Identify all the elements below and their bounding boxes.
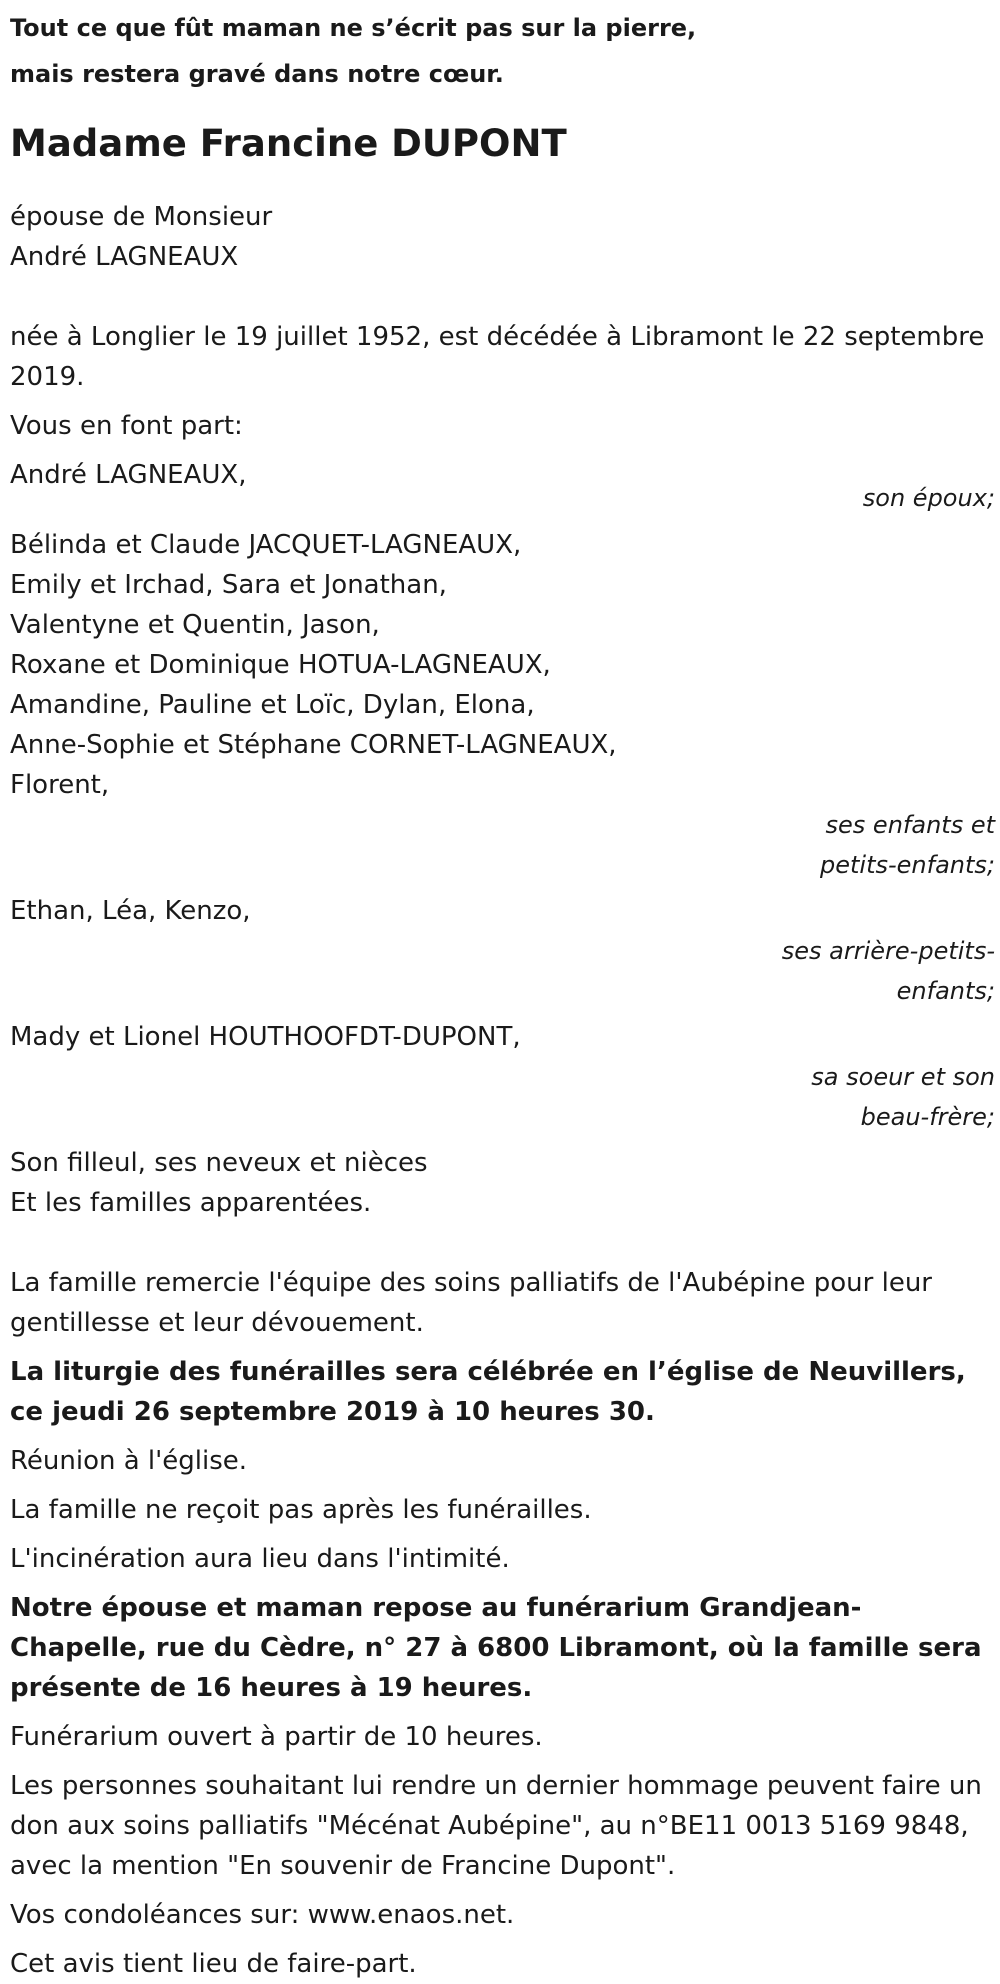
relative-group: [10, 455, 995, 518]
relative-name-line: Bélinda et Claude JACQUET-LAGNEAUX,: [10, 530, 522, 560]
relative-name-line: Roxane et Dominique HOTUA-LAGNEAUX,: [10, 650, 551, 680]
deceased-name: Madame Francine DUPONT: [10, 122, 567, 165]
condolences-text: Vos condoléances sur: www.enaos.net.: [10, 1900, 515, 1930]
no-reception-text: La famille ne reçoit pas après les funérailles.: [10, 1495, 592, 1525]
others-line-2: Et les familles apparentées.: [10, 1188, 372, 1218]
funeral-home-hours: Funérarium ouvert à partir de 10 heures.: [10, 1722, 543, 1752]
others-line-1: Son filleul, ses neveux et nièces: [10, 1148, 428, 1178]
relative-group: [10, 1017, 995, 1137]
relative-name-line: Mady et Lionel HOUTHOOFDT-DUPONT,: [10, 1022, 521, 1052]
liturgy-text: La liturgie des funérailles sera célébrée en l’église de Neuvillers, ce jeudi 26 septembre 2019 à 10 heures 30.: [10, 1357, 966, 1427]
donation-text: Les personnes souhaitant lui rendre un dernier hommage peuvent faire un don aux soins palliatifs "Mécénat Aubépine", au n°BE11 0013 5169 9848, avec la mention "En souvenir de Francine Dupont".: [10, 1771, 982, 1881]
relative-role: son époux;: [862, 484, 995, 512]
relative-role: ses enfants et petits-enfants;: [820, 811, 995, 879]
relative-name-line: Ethan, Léa, Kenzo,: [10, 896, 251, 926]
relative-name-line: Amandine, Pauline et Loïc, Dylan, Elona,: [10, 690, 535, 720]
obituary-page: [0, 5, 1000, 1979]
spouse-line-2: André LAGNEAUX: [10, 242, 239, 272]
epigraph: [10, 5, 995, 97]
relative-role: sa soeur et son beau-frère;: [811, 1063, 995, 1131]
spouse-line-1: épouse de Monsieur: [10, 202, 273, 232]
obituary-content: [10, 5, 995, 1984]
relative-role: ses arrière-petits-enfants;: [781, 937, 995, 1005]
relative-group: [10, 525, 995, 885]
meeting-text: Réunion à l'église.: [10, 1446, 248, 1476]
relatives-list: [10, 455, 995, 1137]
announcement-intro: Vous en font part:: [10, 411, 243, 441]
epigraph-line-2: mais restera gravé dans notre cœur.: [10, 60, 504, 88]
relative-name-line: Florent,: [10, 770, 110, 800]
epigraph-line-1: Tout ce que fût maman ne s’écrit pas sur la pierre,: [10, 14, 697, 42]
funeral-home-text: Notre épouse et maman repose au funérarium Grandjean-Chapelle, rue du Cèdre, n° 27 à 6800 Libramont, où la famille sera présente de 16 heures à 19 heures.: [10, 1593, 982, 1703]
relative-name-line: André LAGNEAUX,: [10, 460, 247, 490]
thanks-text: La famille remercie l'équipe des soins palliatifs de l'Aubépine pour leur gentillesse et leur dévouement.: [10, 1268, 932, 1338]
birth-death-text: née à Longlier le 19 juillet 1952, est décédée à Libramont le 22 septembre 2019.: [10, 322, 985, 392]
relative-name-line: Anne-Sophie et Stéphane CORNET-LAGNEAUX,: [10, 730, 617, 760]
closing-text: Cet avis tient lieu de faire-part.: [10, 1949, 417, 1979]
cremation-text: L'incinération aura lieu dans l'intimité.: [10, 1544, 510, 1574]
relative-group: [10, 891, 995, 1011]
relative-name-line: Emily et Irchad, Sara et Jonathan,: [10, 570, 447, 600]
relative-name-line: Valentyne et Quentin, Jason,: [10, 610, 380, 640]
